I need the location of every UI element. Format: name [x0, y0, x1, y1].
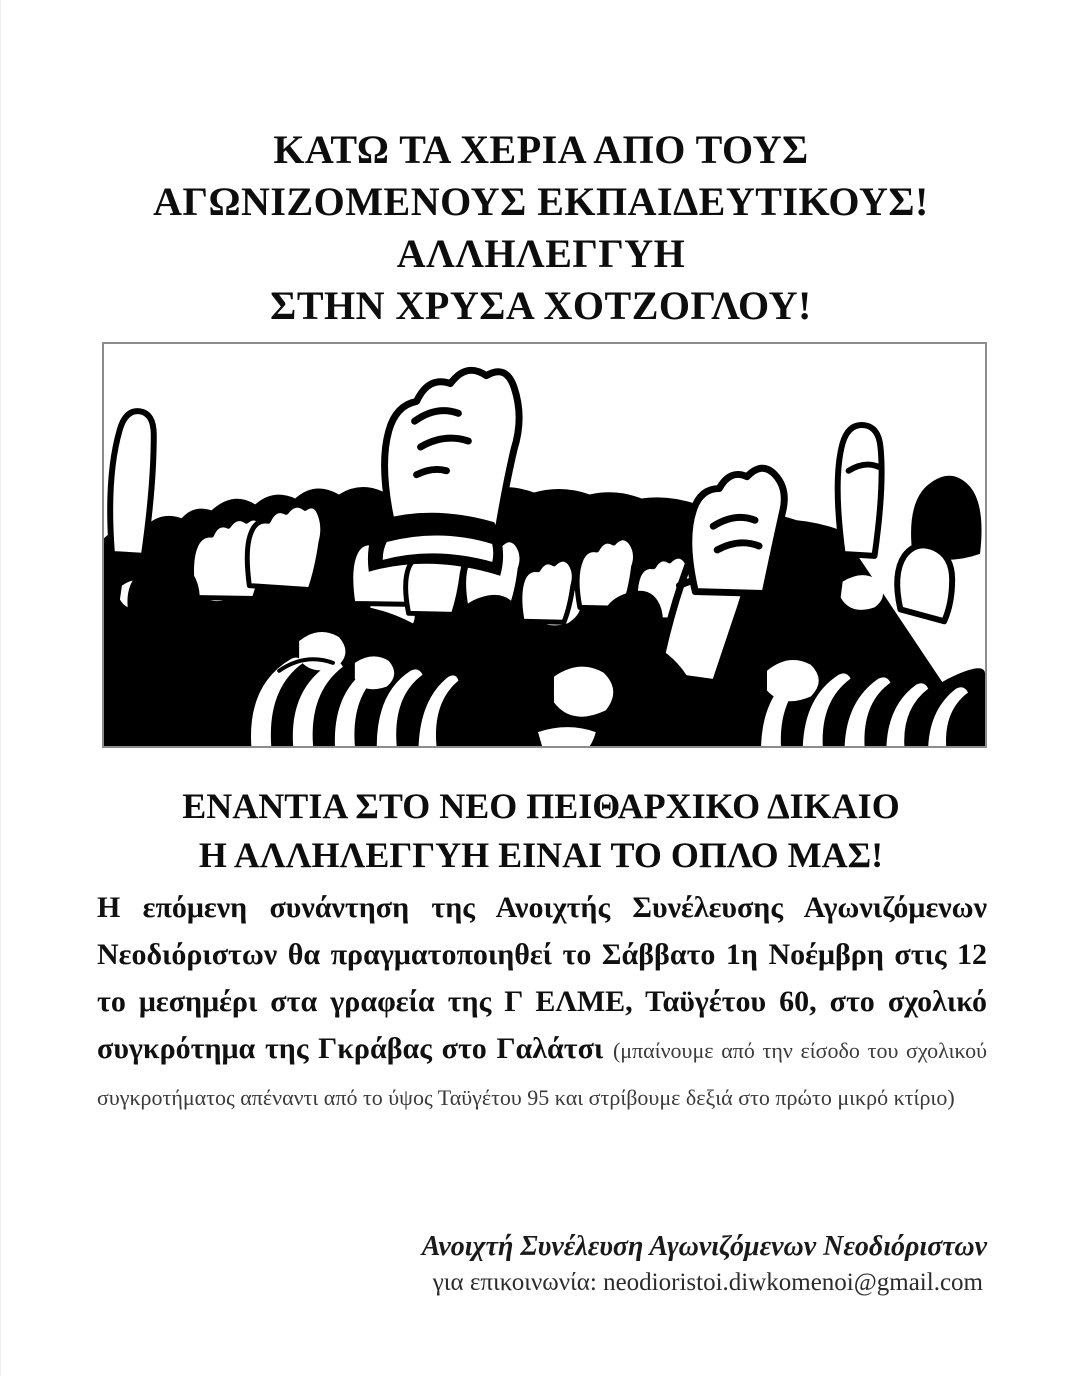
subheadline-line-2: Η ΑΛΛΗΛΕΓΓΥΗ ΕΙΝΑΙ ΤΟ ΟΠΛΟ ΜΑΣ!: [198, 835, 884, 875]
headline-line-2: ΑΓΩΝΙΖΟΜΕΝΟΥΣ ΕΚΠΑΙΔΕΥΤΙΚΟΥΣ!: [153, 179, 929, 224]
signature-block: [97, 1228, 987, 1300]
announcement-body: [97, 884, 987, 1119]
body-main-text: Η επόμενη συνάντηση της Ανοιχτής Συνέλευσης Αγωνιζόμενων Νεοδιόριστων θα πραγματοποιηθεί το Σάββατο 1η Νοέμβρη στις 12 το μεσημέρι στα γραφεία της Γ ΕΛΜΕ, Ταϋγέτου 60, στο σχολικό συγκρότημα της Γκράβας στο Γαλάτσι: [97, 891, 987, 1065]
body-note-text: (μπαίνουμε από την είσοδο του σχολικού συγκροτήματος απέναντι από το ύψος Ταϋγέτου 95 και στρίβουμε δεξιά στο πρώτο μικρό κτίριο): [97, 1038, 987, 1110]
headline-line-4: ΣΤΗΝ ΧΡΥΣΑ ΧΟΤΖΟΓΛΟΥ!: [270, 283, 812, 328]
subtitle: [61, 782, 1021, 880]
organization-name: Ανοιχτή Συνέλευση Αγωνιζόμενων Νεοδιόριστων: [421, 1231, 987, 1262]
headline-line-1: ΚΑΤΩ ΤΑ ΧΕΡΙΑ ΑΠΟ ΤΟΥΣ: [273, 127, 809, 172]
crowd-raised-fists-icon: [104, 344, 985, 746]
page-title: [61, 124, 1021, 332]
contact-email-line: για επικοινωνία: neodioristoi.diwkomenoi@gmail.com: [432, 1269, 983, 1296]
headline-line-3: ΑΛΛΗΛΕΓΓΥΗ: [396, 231, 686, 276]
body-paragraph: [97, 884, 987, 1119]
subheadline-line-1: ΕΝΑΝΤΙΑ ΣΤΟ ΝΕΟ ΠΕΙΘΑΡΧΙΚΟ ΔΙΚΑΙΟ: [182, 786, 900, 826]
protest-crowd-illustration: [102, 342, 987, 748]
